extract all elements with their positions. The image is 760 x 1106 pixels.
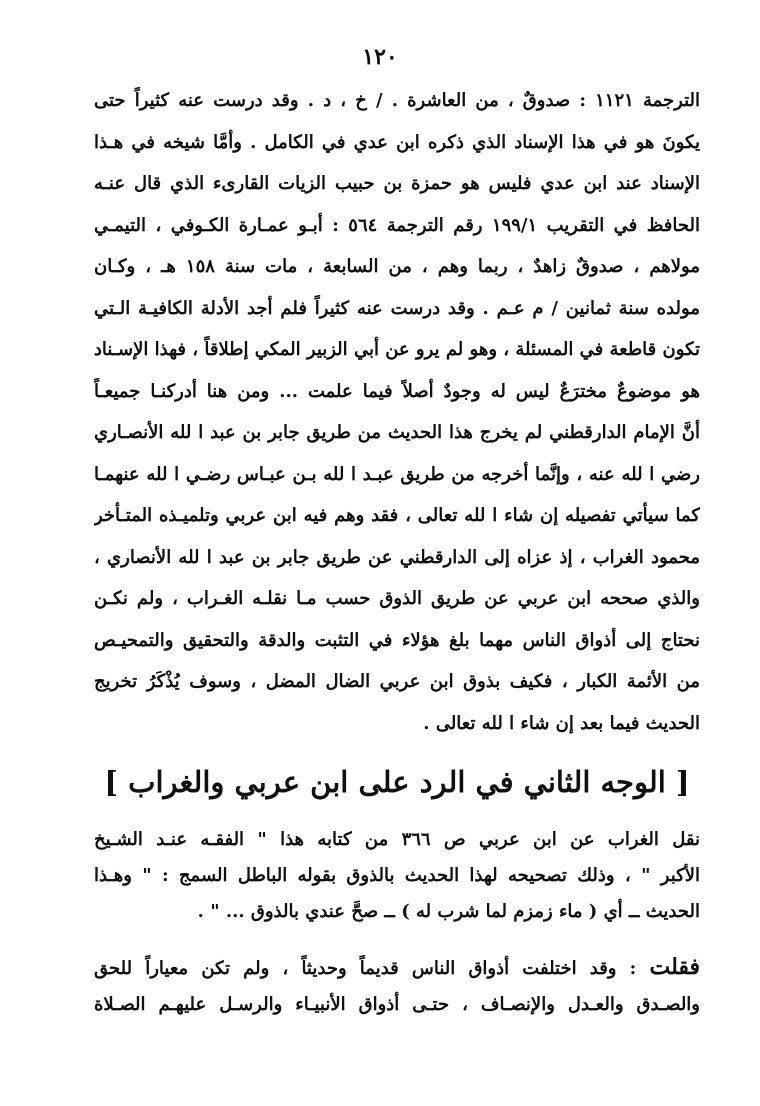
text-line: نحتاج إلى أذواق الناس مهما بلغ هؤلاء في التثبت والدقة والتحقيق والتمحيـص (94, 629, 700, 651)
text-line: محمود الغراب ، إذ عزاه إلى الدارقطني عن طريق جابر بن عبد ا لله الأنصاري ، (94, 546, 700, 568)
lead-word: فقلت (649, 954, 700, 980)
text-line: الحديث ــ أي ( ماء زمزم لما شرب له ) ــ صحَّ عندي بالذوق ... " . (197, 901, 700, 922)
text-line: كما سيأتي تفصيله إن شاء ا لله تعالى ، فقد وهم فيه ابن عربي وتلميـذه المتـأخر (94, 505, 700, 526)
text-line: الإسناد عند ابن عدي فليس هو حمزة بن حبيب الزيات القارىء الذي قال عنـه (94, 173, 700, 194)
text-line: والذي صححه ابن عربي عن طريق الذوق حسب مـا نقلـه الغـراب ، ولم نكـن (94, 588, 700, 609)
text-line: من الأئمة الكبار ، فكيف بذوق ابن عربي الضال المضل ، وسوف يُذْكَرُ تخريج (94, 671, 700, 692)
text-line (94, 948, 700, 986)
text-line: الترجمة ١١٢١ : صدوقٌ ، من العاشرة . / خ ، د . وقد درست عنه كثيراً حتى (94, 90, 700, 111)
text-line: هو موضوعٌ مخترَعٌ ليس له وجودٌ أصلاً فيما علمت ... ومن هنا أدركنـا جميعـاً (94, 380, 700, 402)
text-line: الحافظ في التقريب ١٩٩/١ رقم الترجمة ٥٦٤ : أبـو عمـارة الكـوفي ، التيمـي (94, 214, 700, 236)
text-line: الحديث فيما بعد إن شاء ا لله تعالى . (423, 712, 700, 734)
paragraph-third (94, 948, 700, 1024)
text-line: أنَّ الإمام الدارقطني لم يخرج هذا الحديث من طريق جابر بن عبد ا لله الأنصـاري (94, 422, 700, 443)
text-line: مولده سنة ثمانين / م عـم . وقد درست عنه كثيراً فلم أجد الأدلة الكافيـة الـتي (94, 297, 700, 319)
text-line: نقل الغراب عن ابن عربي ص ٣٦٦ من كتابه هذا " الفقـه عنـد الشـيخ (94, 829, 700, 850)
section-heading: [ الوجه الثاني في الرد على ابن عربي والغراب ] (104, 765, 690, 799)
paragraph-first (94, 80, 700, 744)
paragraph-second (94, 822, 700, 930)
text-line: رضي ا لله عنه ، وإنَّما أخرجه من طريق عبـد ا لله بـن عبـاس رضـي ا لله عنهمـا (94, 463, 700, 485)
page-number: ١٢٠ (362, 44, 398, 70)
text-line: يكونَ هو في هذا الإسناد الذي ذكره ابن عدي في الكامل . وأمَّا شيخه في هـذا (94, 131, 700, 153)
text-line: الأكبر " ، وذلك تصحيحه لهذا الحديث بالذوق بقوله الباطل السمج : " وهـذا (94, 865, 700, 886)
text-line: مولاهم ، صدوقٌ زاهدٌ ، ربما وهم ، من السابعة ، مات سنة ١٥٨ هـ ، وكـان (94, 256, 700, 277)
text-line: والصـدق والعـدل والإنصـاف ، حتـى أذواق الأنبيـاء والرسـل عليهـم الصـلاة (94, 994, 700, 1015)
text-line-rest: : وقد اختلفت أذواق الناس قديماً وحديثاً ، ولم تكن معياراً للحق (94, 958, 650, 979)
text-line: تكون قاطعة في المسئلة ، وهو لم يرو عن أبي الزبير المكي إطلاقاً ، فهذا الإسـناد (94, 339, 700, 360)
